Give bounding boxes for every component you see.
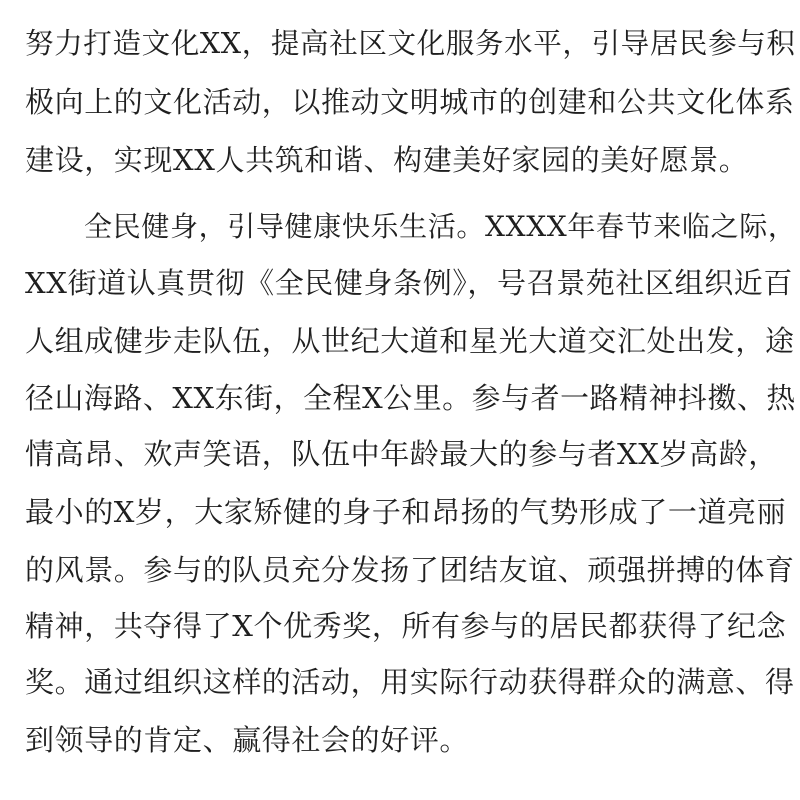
text-line: 人组成健步走队伍，从世纪大道和星光大道交汇处出发，途 bbox=[25, 324, 795, 358]
text-line: 精神，共夺得了X个优秀奖，所有参与的居民都获得了纪念 bbox=[25, 609, 787, 643]
text-line: 极向上的文化活动，以推动文明城市的创建和公共文化体系 bbox=[25, 85, 795, 119]
text-line: 到领导的肯定、赢得社会的好评。 bbox=[25, 723, 470, 757]
text-line: 最小的X岁，大家矫健的身子和昂扬的气势形成了一道亮丽 bbox=[25, 495, 787, 529]
text-line: 奖。通过组织这样的活动，用实际行动获得群众的满意、得 bbox=[25, 665, 795, 699]
text-line: 建设，实现XX人共筑和谐、构建美好家园的美好愿景。 bbox=[25, 143, 749, 177]
text-line: 的风景。参与的队员充分发扬了团结友谊、顽强拼搏的体育 bbox=[25, 553, 795, 587]
text-line: 径山海路、XX东街，全程X公里。参与者一路精神抖擞、热 bbox=[25, 381, 796, 415]
text-line: XX街道认真贯彻《全民健身条例》，号召景苑社区组织近百 bbox=[25, 266, 793, 300]
text-line: 努力打造文化XX，提高社区文化服务水平，引导居民参与积 bbox=[25, 26, 796, 60]
text-line: 全民健身，引导健康快乐生活。XXXX年春节来临之际， bbox=[84, 210, 797, 243]
text-line: 情高昂、欢声笑语，队伍中年龄最大的参与者XX岁高龄， bbox=[25, 437, 778, 471]
